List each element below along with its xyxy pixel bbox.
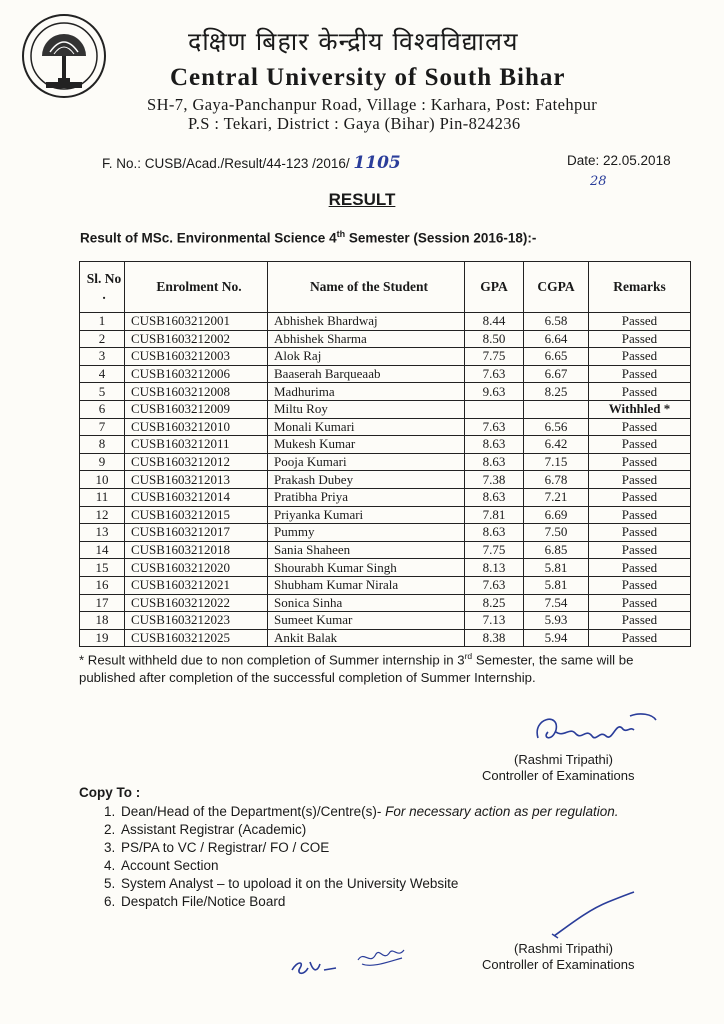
copy-to-item [119,821,618,839]
cell-cgpa: 6.58 [524,313,589,331]
cell-enrolment: CUSB1603212017 [125,524,268,542]
cell-sl: 6 [80,400,125,418]
cell-cgpa: 6.56 [524,418,589,436]
cell-gpa: 7.75 [465,348,524,366]
cell-remarks: Passed [589,418,691,436]
table-row [80,436,691,454]
copy-to-item-text: Assistant Registrar (Academic) [121,822,307,837]
table-row [80,506,691,524]
cell-cgpa: 6.65 [524,348,589,366]
cell-gpa: 7.63 [465,365,524,383]
cell-sl: 15 [80,559,125,577]
table-row [80,629,691,647]
table-row [80,594,691,612]
handwritten-initials [288,940,418,982]
cell-sl: 10 [80,471,125,489]
cell-name: Madhurima [268,383,465,401]
cell-gpa: 7.13 [465,612,524,630]
cell-sl: 3 [80,348,125,366]
cell-cgpa: 6.85 [524,541,589,559]
cell-enrolment: CUSB1603212010 [125,418,268,436]
cell-sl: 7 [80,418,125,436]
cell-cgpa: 5.81 [524,576,589,594]
cell-name: Priyanka Kumari [268,506,465,524]
signatory-title-1: Controller of Examinations [482,768,635,783]
signature-1 [530,708,660,754]
cell-gpa: 7.63 [465,418,524,436]
cell-cgpa: 7.50 [524,524,589,542]
table-row [80,453,691,471]
signatory-name-1: (Rashmi Tripathi) [514,752,613,767]
cell-enrolment: CUSB1603212002 [125,330,268,348]
cell-remarks: Passed [589,612,691,630]
table-row [80,418,691,436]
copy-to-item [119,893,618,911]
cell-cgpa: 5.94 [524,629,589,647]
result-table-body [80,313,691,647]
cell-name: Prakash Dubey [268,471,465,489]
cell-remarks: Passed [589,576,691,594]
cell-enrolment: CUSB1603212011 [125,436,268,454]
cell-remarks: Passed [589,471,691,489]
cell-cgpa: 5.81 [524,559,589,577]
cell-sl: 13 [80,524,125,542]
cell-name: Abhishek Bhardwaj [268,313,465,331]
cell-name: Alok Raj [268,348,465,366]
cell-enrolment: CUSB1603212020 [125,559,268,577]
cell-gpa: 8.25 [465,594,524,612]
copy-to-item-text: Account Section [121,858,219,873]
col-header-cgpa: CGPA [524,262,589,313]
cell-remarks: Passed [589,559,691,577]
cell-enrolment: CUSB1603212018 [125,541,268,559]
table-row [80,400,691,418]
table-row [80,383,691,401]
table-row [80,313,691,331]
cell-sl: 17 [80,594,125,612]
cell-sl: 11 [80,488,125,506]
cell-gpa: 7.81 [465,506,524,524]
cell-cgpa: 6.42 [524,436,589,454]
cell-sl: 8 [80,436,125,454]
cell-remarks: Passed [589,453,691,471]
table-row [80,524,691,542]
copy-to-item-text: System Analyst – to upoload it on the University Website [121,876,459,891]
cell-sl: 4 [80,365,125,383]
cell-cgpa [524,400,589,418]
file-number-handwritten: 1105 [353,153,401,173]
copy-to-item [119,875,618,893]
copy-to-item-text: PS/PA to VC / Registrar/ FO / COE [121,840,330,855]
cell-enrolment: CUSB1603212013 [125,471,268,489]
table-row [80,488,691,506]
university-logo [20,12,108,100]
signatory-name-2: (Rashmi Tripathi) [514,941,613,956]
cell-gpa: 8.50 [465,330,524,348]
cell-name: Sonica Sinha [268,594,465,612]
cell-name: Pummy [268,524,465,542]
cell-cgpa: 5.93 [524,612,589,630]
file-number [102,153,401,173]
cell-remarks: Passed [589,541,691,559]
cell-cgpa: 6.78 [524,471,589,489]
cell-remarks: Passed [589,506,691,524]
issue-date: Date: 22.05.2018 [567,153,671,168]
cell-name: Monali Kumari [268,418,465,436]
table-row [80,612,691,630]
cell-gpa: 7.75 [465,541,524,559]
col-header-name: Name of the Student [268,262,465,313]
cell-name: Pooja Kumari [268,453,465,471]
cell-gpa: 8.13 [465,559,524,577]
university-name-english: Central University of South Bihar [170,64,566,91]
cell-gpa: 8.38 [465,629,524,647]
cell-name: Pratibha Priya [268,488,465,506]
cell-name: Mukesh Kumar [268,436,465,454]
cell-name: Sania Shaheen [268,541,465,559]
copy-to-label: Copy To : [79,785,141,800]
cell-name: Miltu Roy [268,400,465,418]
cell-cgpa: 6.64 [524,330,589,348]
cell-enrolment: CUSB1603212014 [125,488,268,506]
address-line-2: P.S : Tekari, District : Gaya (Bihar) Pin-824236 [188,114,521,133]
cell-sl: 1 [80,313,125,331]
cell-sl: 16 [80,576,125,594]
table-row [80,576,691,594]
table-row [80,559,691,577]
date-handwritten-note: 28 [590,174,607,189]
address-line-1: SH-7, Gaya-Panchanpur Road, Village : Karhara, Post: Fatehpur [147,95,598,114]
cell-enrolment: CUSB1603212021 [125,576,268,594]
cell-name: Ankit Balak [268,629,465,647]
col-header-gpa: GPA [465,262,524,313]
cell-gpa: 7.38 [465,471,524,489]
cell-remarks: Passed [589,383,691,401]
result-table [79,261,691,647]
cell-remarks: Passed [589,524,691,542]
cell-sl: 12 [80,506,125,524]
cell-remarks: Passed [589,594,691,612]
page-title: RESULT [328,190,396,209]
cell-gpa: 7.63 [465,576,524,594]
cell-name: Shourabh Kumar Singh [268,559,465,577]
cell-enrolment: CUSB1603212022 [125,594,268,612]
col-header-sl: Sl. No . [80,262,125,313]
cell-gpa [465,400,524,418]
copy-to-item [119,839,618,857]
signature-2 [548,890,638,940]
cell-gpa: 9.63 [465,383,524,401]
cell-name: Baaserah Barqueaab [268,365,465,383]
cell-remarks: Passed [589,313,691,331]
university-name-hindi: दक्षिण बिहार केन्द्रीय विश्वविद्यालय [188,27,519,56]
cell-name: Sumeet Kumar [268,612,465,630]
cell-remarks: Passed [589,629,691,647]
copy-to-item [119,803,618,821]
table-row [80,330,691,348]
cell-enrolment: CUSB1603212015 [125,506,268,524]
col-header-remarks: Remarks [589,262,691,313]
cell-gpa: 8.63 [465,524,524,542]
copy-to-list [99,803,618,911]
cell-enrolment: CUSB1603212001 [125,313,268,331]
cell-name: Shubham Kumar Nirala [268,576,465,594]
file-number-printed: F. No.: CUSB/Acad./Result/44-123 /2016/ [102,156,350,171]
cell-enrolment: CUSB1603212003 [125,348,268,366]
cell-remarks: Passed [589,488,691,506]
cell-remarks: Passed [589,365,691,383]
cell-enrolment: CUSB1603212008 [125,383,268,401]
cell-sl: 2 [80,330,125,348]
cell-sl: 19 [80,629,125,647]
cell-gpa: 8.44 [465,313,524,331]
cell-remarks: Passed [589,348,691,366]
cell-gpa: 8.63 [465,436,524,454]
table-header-row [80,262,691,313]
copy-to-item-text: Dean/Head of the Department(s)/Centre(s)- [121,804,386,819]
result-subtitle: Result of MSc. Environmental Science 4th Semester (Session 2016-18):- [80,229,537,246]
copy-to-item-note: For necessary action as per regulation. [385,804,619,819]
table-row [80,471,691,489]
cell-sl: 18 [80,612,125,630]
signatory-title-2: Controller of Examinations [482,957,635,972]
col-header-enrolment: Enrolment No. [125,262,268,313]
copy-to-item [119,857,618,875]
cell-enrolment: CUSB1603212023 [125,612,268,630]
table-row [80,541,691,559]
cell-cgpa: 7.21 [524,488,589,506]
cell-sl: 5 [80,383,125,401]
cell-enrolment: CUSB1603212025 [125,629,268,647]
cell-sl: 14 [80,541,125,559]
cell-cgpa: 6.67 [524,365,589,383]
cell-cgpa: 7.15 [524,453,589,471]
cell-cgpa: 8.25 [524,383,589,401]
cell-sl: 9 [80,453,125,471]
cell-remarks: Passed [589,436,691,454]
cell-remarks: Passed [589,330,691,348]
table-row [80,365,691,383]
cell-enrolment: CUSB1603212006 [125,365,268,383]
table-row [80,348,691,366]
cell-cgpa: 7.54 [524,594,589,612]
cell-remarks: Withhled * [589,400,691,418]
cell-enrolment: CUSB1603212009 [125,400,268,418]
cell-gpa: 8.63 [465,453,524,471]
cell-name: Abhishek Sharma [268,330,465,348]
cell-gpa: 8.63 [465,488,524,506]
copy-to-item-text: Despatch File/Notice Board [121,894,286,909]
cell-cgpa: 6.69 [524,506,589,524]
withheld-footnote: * Result withheld due to non completion of Summer internship in 3rd Semester, the same will be published after completion of the successful completion of Summer Internship. [79,651,634,686]
cell-enrolment: CUSB1603212012 [125,453,268,471]
